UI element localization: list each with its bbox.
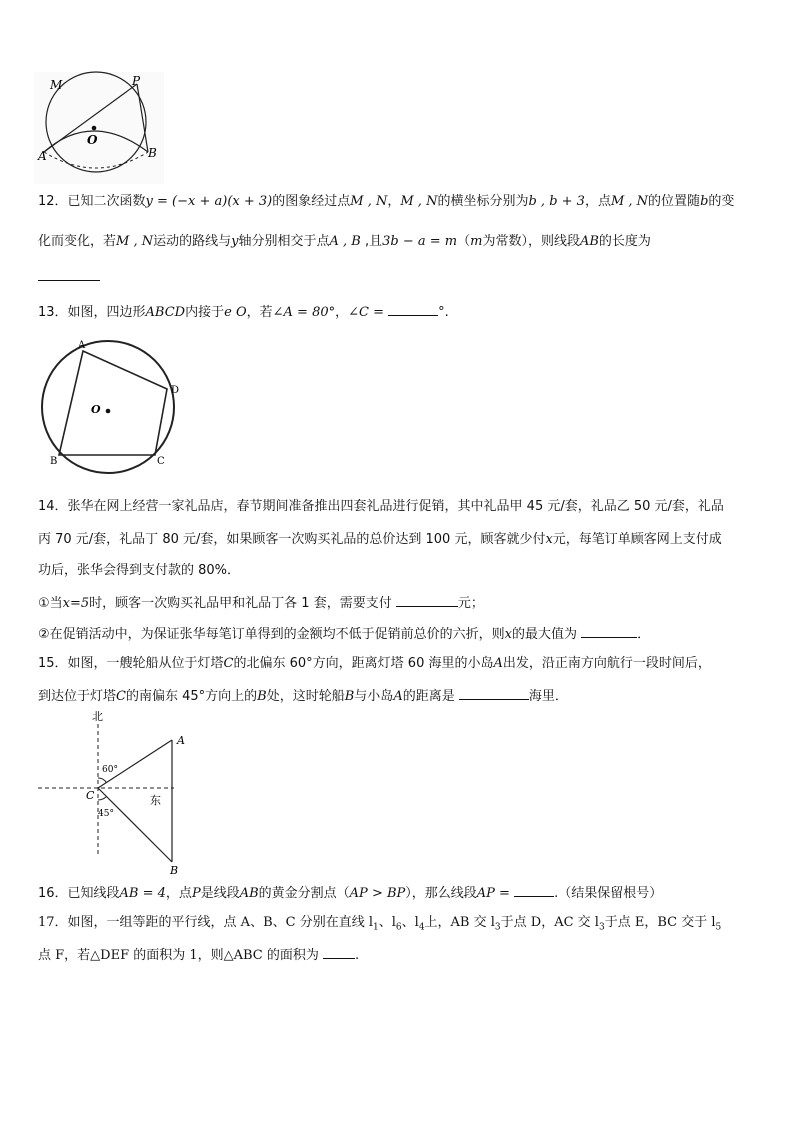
angle-45-arc (98, 797, 107, 801)
q14-line1: 14．张华在网上经营一家礼品店，春节期间准备推出四套礼品进行促销，其中礼品甲 45 元/套，礼品乙 50 元/套，礼品 (38, 499, 724, 514)
q14-sub1: ①当x=5时，顾客一次购买礼品甲和礼品丁各 1 套，需要支付 元； (38, 592, 484, 614)
label-c: C (86, 789, 95, 802)
center-dot (106, 409, 111, 414)
angle-60-label: 60° (102, 765, 118, 775)
center-dot (92, 126, 97, 131)
label-a: A (78, 340, 86, 351)
label-o: O (91, 403, 101, 416)
label-a: A (38, 149, 47, 163)
q12-answer-line (38, 266, 100, 288)
circle-quadrilateral-figure (38, 336, 188, 476)
q17-line2: 点 F，若△DEF 的面积为 1，则△ABC 的面积为 . (38, 944, 359, 966)
label-b: B (148, 146, 157, 160)
north-label: 北 (92, 710, 103, 723)
label-o: O (87, 133, 98, 147)
q15-line1: 15．如图，一艘轮船从位于灯塔C的北偏东 60°方向，距离灯塔 60 海里的小岛A出发，沿正南方向航行一段时间后， (38, 656, 711, 671)
q12-answer-blank[interactable] (38, 266, 100, 281)
q14-sub2: ②在促销活动中，为保证张华每笔订单得到的金额均不低于促销前总价的六折，则x的最大值为 ． (38, 623, 650, 645)
label-d: D (171, 385, 180, 396)
q14-line3: 功后，张华会得到支付款的 80%． (38, 563, 241, 578)
q14-line2: 丙 70 元/套，礼品丁 80 元/套，如果顾客一次购买礼品的总价达到 100 元，顾客就少付x元，每笔订单顾客网上支付成 (38, 532, 722, 547)
q16-line: 16．已知线段AB = 4，点P是线段AB的黄金分割点（AP > BP），那么线段AP = .（结果保留根号） (38, 882, 662, 904)
label-b: B (50, 456, 58, 467)
angle-60-arc (98, 778, 107, 783)
circumcircle (42, 341, 174, 473)
q12-line1: 12．已知二次函数y = (−x + a)(x + 3)的图象经过点M , N，M , N的横坐标分别为b , b + 3，点M , N的位置随b的变 (38, 194, 735, 209)
q16-answer-blank[interactable] (514, 882, 554, 897)
east-label: 东 (150, 794, 161, 807)
label-c: C (157, 456, 165, 467)
q13-answer-blank[interactable] (388, 301, 438, 316)
segment-ca (98, 740, 172, 788)
quadrilateral-abcd (59, 351, 167, 455)
q15-line2: 到达位于灯塔C的南偏东 45°方向上的B处，这时轮船B与小岛A的距离是 海里． (38, 685, 568, 707)
label-p: P (132, 74, 141, 88)
q14-sub1-blank[interactable] (396, 592, 458, 607)
q14-sub2-blank[interactable] (581, 623, 637, 638)
q15-answer-blank[interactable] (459, 685, 529, 700)
q13-line: 13．如图，四边形ABCD内接于e O，若∠A = 80°，∠C = °. (38, 301, 449, 323)
q17-line1: 17．如图，一组等距的平行线，点 A、B、C 分别在直线 $l_1$、$l_6$、$l_4$上，AB 交 $l_3$于点 D，AC 交 $l_3$于点 E，BC 交于 $l_5$ (38, 915, 722, 933)
label-m: M (50, 78, 63, 92)
label-a: A (177, 734, 185, 747)
lighthouse-compass-figure (36, 708, 196, 878)
q12-line2: 化而变化，若M , N运动的路线与y轴分别相交于点A , B ,且3b − a = m（m为常数），则线段AB的长度为 (38, 234, 651, 249)
label-b: B (170, 864, 179, 877)
q17-answer-blank[interactable] (323, 944, 355, 959)
circle-figure-top (34, 72, 164, 184)
angle-45-label: 45° (98, 809, 114, 819)
